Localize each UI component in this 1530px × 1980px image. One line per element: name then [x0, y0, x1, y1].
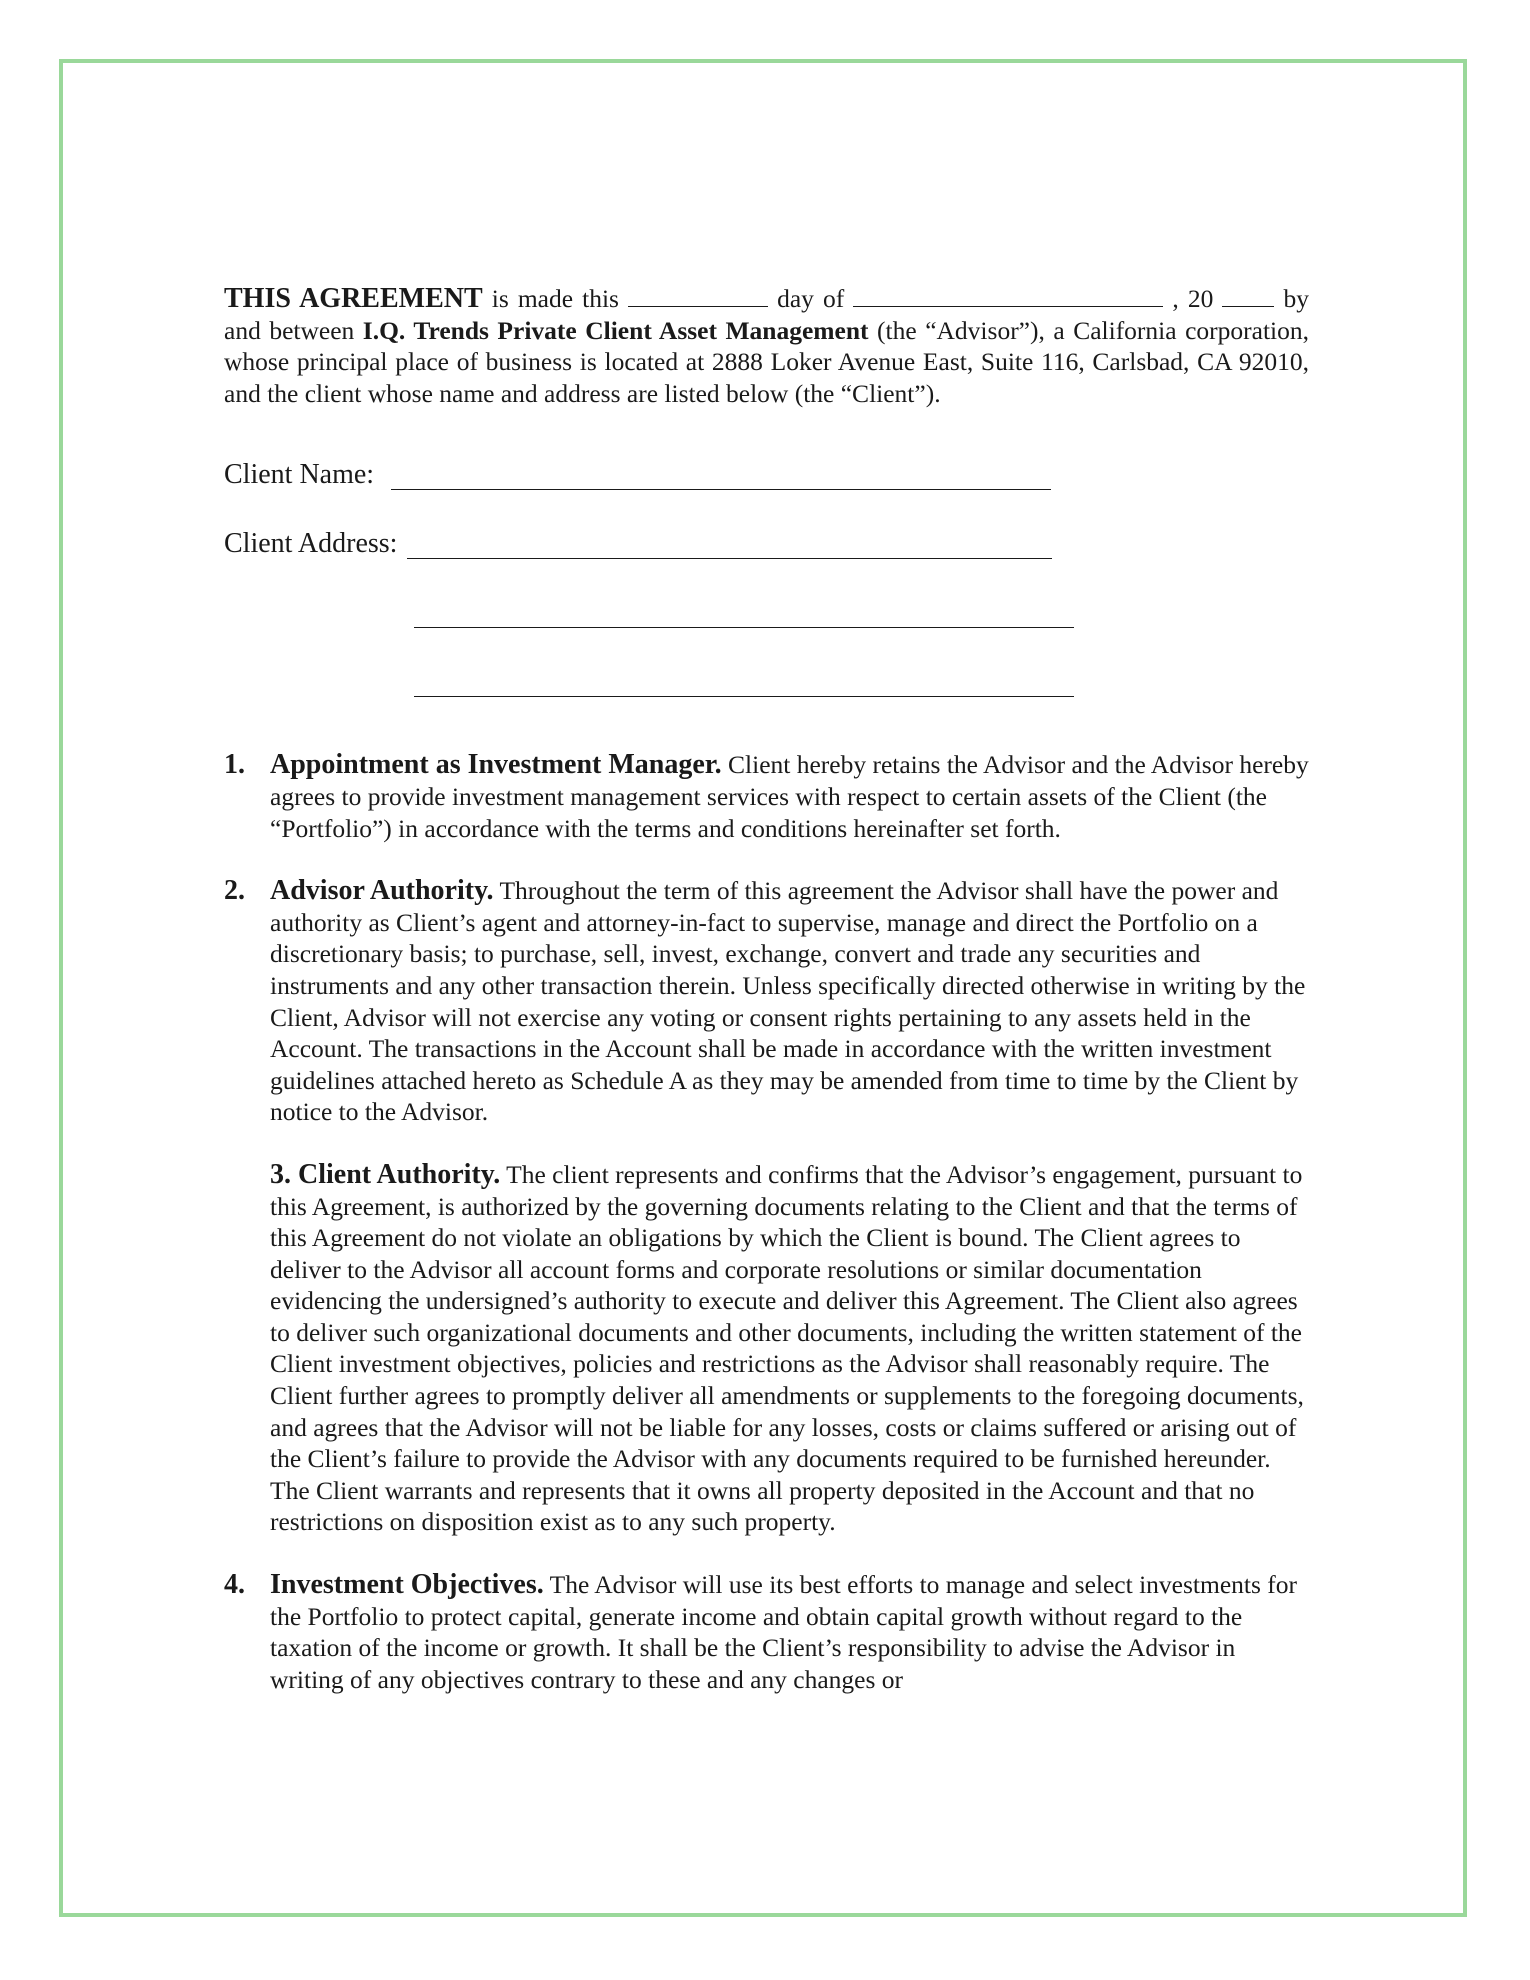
day-blank[interactable] — [628, 284, 768, 307]
client-address-field-2[interactable] — [414, 597, 1074, 628]
section-heading: 3. Client Authority. — [270, 1158, 501, 1190]
section-heading: Advisor Authority. — [270, 875, 494, 907]
section-heading: Investment Objectives. — [270, 1569, 544, 1601]
intro-text: day of — [768, 284, 854, 313]
section-heading: Appointment as Investment Manager. — [270, 749, 722, 781]
year-blank[interactable] — [1222, 284, 1274, 307]
section-number: 2. — [224, 875, 245, 907]
section-appointment — [224, 749, 1309, 844]
client-address-label: Client Address: — [224, 528, 398, 560]
intro-text: , 20 — [1163, 284, 1223, 313]
section-body: The Advisor will use its best efforts to manage and select investments for the Portfolio to protect capital, generate income and obtain capital growth without regard to the taxation of the income or growth. It shall be the Client’s responsibility to advise the Advisor in writing of any objectives contrary to these and any changes or — [270, 1570, 1298, 1694]
section-body: The client represents and confirms that the Advisor’s engagement, pursuant to this Agreement, is authorized by the governing documents relating to the Client and that the terms of this Agreement do not violate an obligations by which the Client is bound. The Client agrees to deliver to the Advisor all account forms and corporate resolutions or similar documentation evidencing the undersigned’s authority to execute and deliver this Agreement. The Client also agrees to deliver such organizational documents and other documents, including the written statement of the Client investment objectives, policies and restrictions as the Advisor shall reasonably require. The Client further agrees to promptly deliver all amendments or supplements to the foregoing documents, and agrees that the Advisor will not be liable for any losses, costs or claims suffered or arising out of the Client’s failure to provide the Advisor with any documents required to be furnished hereunder. The Client warrants and represents that it owns all property deposited in the Account and that no restrictions on disposition exist as to any such property. — [270, 1159, 1304, 1537]
client-info — [224, 459, 1309, 735]
section-investment-objectives — [224, 1569, 1309, 1695]
section-advisor-authority — [224, 875, 1309, 1128]
client-name-label: Client Name: — [224, 459, 382, 491]
intro-paragraph — [224, 283, 1309, 409]
client-address-field[interactable] — [407, 528, 1052, 559]
company-name: I.Q. Trends Private Client Asset Management — [362, 315, 869, 345]
client-name-row — [224, 459, 1309, 528]
client-address-row-2 — [224, 597, 1309, 666]
client-address-row-3 — [224, 666, 1309, 735]
month-blank[interactable] — [853, 284, 1163, 307]
client-address-field-3[interactable] — [414, 666, 1074, 697]
section-number: 1. — [224, 749, 245, 781]
client-address-row — [224, 528, 1309, 597]
agreement-lead: THIS AGREEMENT — [224, 283, 483, 314]
section-number: 4. — [224, 1569, 245, 1601]
intro-text: by and between — [224, 284, 1310, 345]
client-name-field[interactable] — [391, 459, 1051, 490]
section-client-authority — [224, 1159, 1309, 1538]
intro-text: (the “Advisor”), a California corporation, whose principal place of business is located at 2888 Loker Avenue East, Suite 116, Carlsbad, CA 92010, and the client whose name and address are listed below (the “Client”). — [224, 315, 1309, 408]
section-body: Throughout the term of this agreement the Advisor shall have the power and authority as Client’s agent and attorney-in-fact to supervise, manage and direct the Portfolio on a discretionary basis; to purchase, sell, invest, exchange, convert and trade any securities and instruments and any other transaction therein. Unless specifically directed otherwise in writing by the Client, Advisor will not exercise any voting or consent rights pertaining to any assets held in the Account. The transactions in the Account shall be made in accordance with the written investment guidelines attached hereto as Schedule A as they may be amended from time to time by the Client by notice to the Advisor. — [270, 876, 1306, 1127]
agreement-sections — [224, 749, 1309, 1695]
section-body: Client hereby retains the Advisor and the Advisor hereby agrees to provide investment management services with respect to certain assets of the Client (the “Portfolio”) in accordance with the terms and conditions hereinafter set forth. — [270, 750, 1309, 843]
agreement-document — [224, 283, 1309, 1726]
intro-text: is made this — [482, 284, 629, 313]
